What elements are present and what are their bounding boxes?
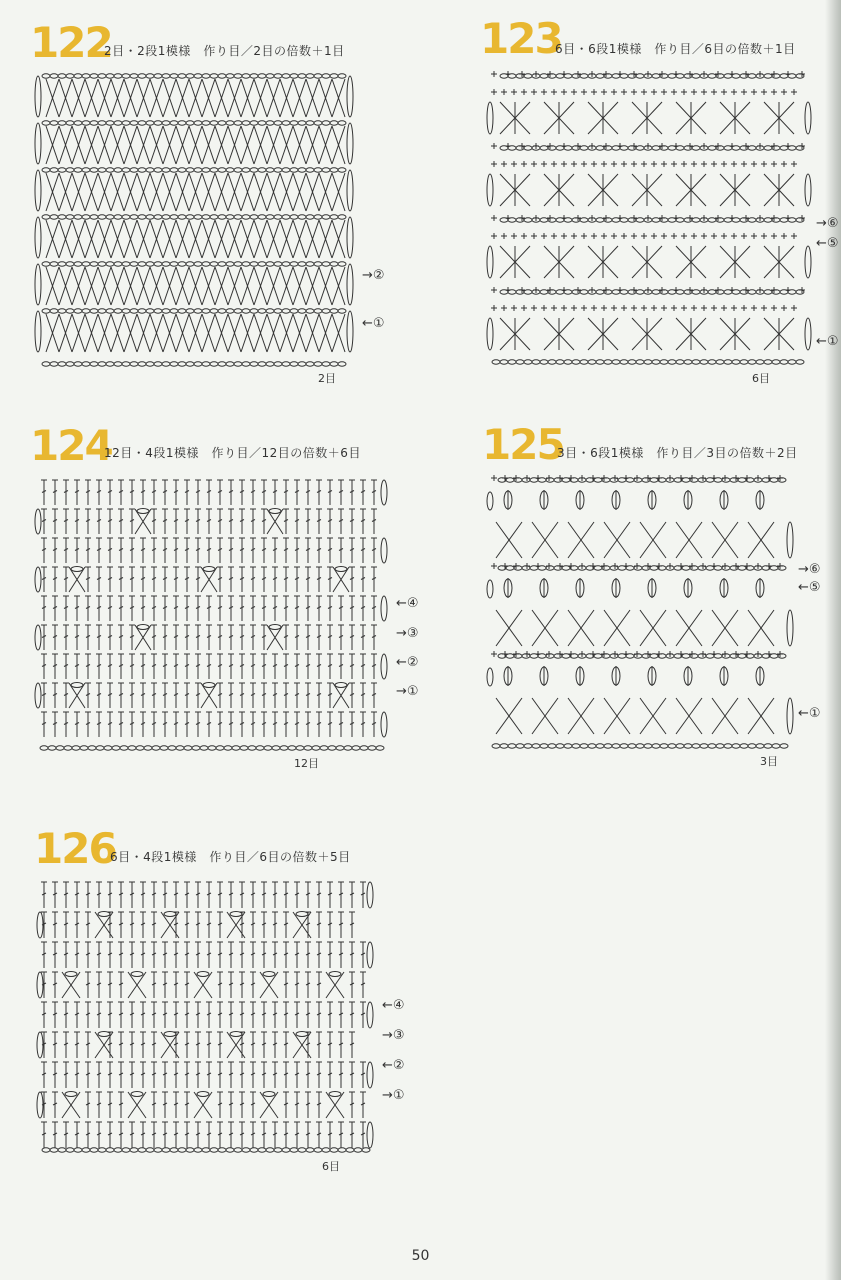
- crochet-chart-125: [486, 474, 798, 750]
- row-mark: ←④: [396, 596, 419, 611]
- row-mark: ←④: [382, 998, 405, 1013]
- crochet-chart-122: [34, 70, 356, 370]
- row-mark: →①: [396, 684, 419, 699]
- row-mark: ←⑤: [798, 580, 821, 595]
- row-mark: →⑥: [816, 216, 839, 231]
- page-number: 50: [411, 1248, 430, 1264]
- repeat-label: 6目: [322, 1160, 340, 1173]
- pattern-number: 125: [482, 420, 564, 469]
- pattern-description: 6目・4段1模様 作り目／6目の倍数＋5目: [110, 850, 351, 864]
- crochet-chart-124: [34, 476, 394, 752]
- pattern-number: 124: [30, 421, 112, 470]
- row-mark: →⑥: [798, 562, 821, 577]
- pattern-number: 122: [30, 18, 112, 67]
- row-mark: ←①: [362, 316, 385, 331]
- row-mark: →③: [396, 626, 419, 641]
- page-edge-shadow: [825, 0, 841, 1280]
- row-mark: →②: [362, 268, 385, 283]
- pattern-description: 12目・4段1模様 作り目／12目の倍数＋6目: [104, 446, 361, 460]
- pattern-number: 126: [34, 824, 116, 873]
- pattern-number: 123: [480, 14, 562, 63]
- repeat-label: 6目: [752, 372, 770, 385]
- repeat-label: 3目: [760, 755, 778, 768]
- pattern-description: 2目・2段1模様 作り目／2目の倍数＋1目: [104, 44, 345, 58]
- row-mark: →①: [382, 1088, 405, 1103]
- row-mark: ←⑤: [816, 236, 839, 251]
- repeat-label: 2目: [318, 372, 336, 385]
- pattern-description: 3目・6段1模様 作り目／3目の倍数＋2目: [557, 446, 798, 460]
- row-mark: ←②: [396, 655, 419, 670]
- row-mark: ←①: [798, 706, 821, 721]
- crochet-chart-126: [36, 878, 380, 1154]
- repeat-label: 12目: [294, 757, 319, 770]
- crochet-chart-123: [486, 68, 814, 366]
- pattern-description: 6目・6段1模様 作り目／6目の倍数＋1目: [555, 42, 796, 56]
- row-mark: ←②: [382, 1058, 405, 1073]
- row-mark: ←①: [816, 334, 839, 349]
- row-mark: →③: [382, 1028, 405, 1043]
